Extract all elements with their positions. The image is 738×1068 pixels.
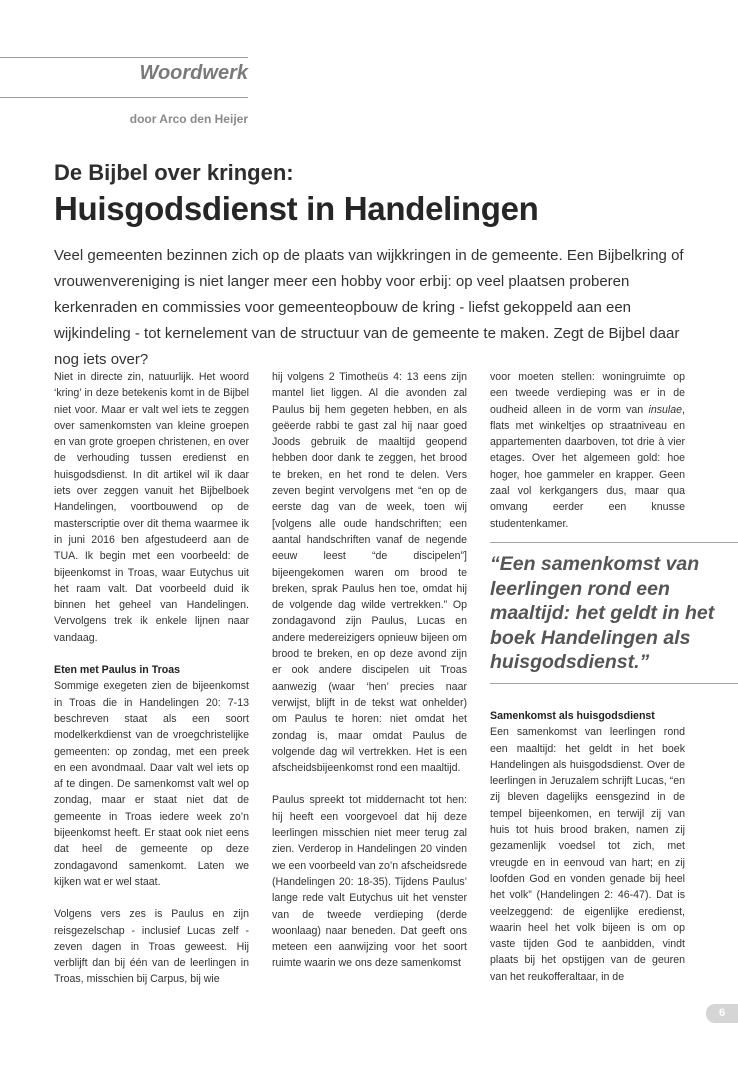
section-title: Woordwerk bbox=[139, 62, 248, 84]
header-top-rule bbox=[0, 57, 248, 58]
column-2 bbox=[272, 369, 467, 988]
column-3-bottom bbox=[490, 708, 685, 1001]
paragraph: Paulus spreekt tot middernacht tot hen: hij heeft een voorgevoel dat hij deze leerlingen misschien niet meer terug zal zien. Verderop in Handelingen 20 vinden we een voorbeeld van zo’n afscheidsrede (Handelingen 20: 18-35). Tijdens Paulus’ lange rede valt Eutychus uit het venster van de tweede verdieping (derde woonlaag) naar beneden. Dat geeft ons meteen een aanwijzing voor het soort ruimte waarin we ons deze samenkomst bbox=[272, 794, 467, 970]
paragraph: Een samenkomst van leerlingen rond een maaltijd: het geldt in het boek Handelingen als huisgodsdienst. Over de leerlingen in Jeruzalem schrijft Lucas, “en zij bleven dagelijks eensgezind in de tempel bijeenkomen, en terwijl zij van huis tot huis brood braken, namen zij gezamenlijk voedsel tot zich, met vreugde en in eenvoud van hart; en zij loofden God en vonden genade bij heel het volk” (Handelingen 2: 46-47). Dat is veelzeggend: de eigenlijke eredienst, waarin heel het volk bijeen is om op vaste tijden God te aanbidden, vindt plaats bij het opstijgen van de geuren van het reukofferaltaar, in de bbox=[490, 726, 685, 983]
pull-quote: “Een samenkomst van leerlingen rond een maaltijd: het geldt in het boek Handelingen als huisgodsdienst.” bbox=[490, 553, 715, 673]
column-1 bbox=[54, 369, 249, 1004]
header-bottom-rule bbox=[0, 97, 248, 98]
section-heading: Samenkomst als huisgodsdienst bbox=[490, 710, 655, 722]
paragraph: Sommige exegeten zien de bijeenkomst in Troas die in Handelingen 20: 7-13 beschreven staat als een soort modelkerkdienst van de vroegchristelijke gemeenten: op zondag, met een preek en een avondmaal. Daar valt wel iets op af te dingen. De samenkomst valt wel op zondag, maar er staat niet dat de gemeente in Troas iedere week zo’n bijeenkomst heeft. Er staat ook niet eens dat heel de gemeente op deze zondagavond samenkomt. Laten we kijken wat er wel staat. bbox=[54, 680, 249, 888]
column-3-top bbox=[490, 369, 685, 548]
paragraph: Niet in directe zin, natuurlijk. Het woord ‘kring’ in deze betekenis komt in de Bijbel niet voor. Maar er valt wel iets te zeggen over samenkomsten van kleine groepen en van grote groepen christenen, en over de verhouding tussen eredienst en huisgodsdienst. In dit artikel wil ik daar iets over zeggen vanuit het Bijbelboek Handelingen, voortbouwend op de masterscriptie over dit thema waarmee ik in juni 2016 ben afgestudeerd aan de TUA. Ik begin met een voorbeeld: de bijeenkomst in Troas, waar Eutychus uit het raam valt. Dat voorbeeld duid ik binnen het geheel van Handelingen. Vervolgens trek ik enkele lijnen naar vandaag. bbox=[54, 371, 249, 644]
paragraph: Volgens vers zes is Paulus en zijn reisgezelschap - inclusief Lucas zelf - zeven dagen in Troas geweest. Hij verblijft dan bij één van de leerlingen in Troas, misschien bij Carpus, bij wie bbox=[54, 908, 249, 986]
page-number: 6 bbox=[706, 1004, 738, 1023]
paragraph: hij volgens 2 Timotheüs 4: 13 eens zijn mantel liet liggen. Al die avonden zal Paulus bij hem gegeten hebben, en als geëerde rabbi te gast zal hij naar goed Joods gebruik de maaltijd geopend hebben door dank te zeggen, het brood te breken, en het rond te delen. Vers zeven begint vervolgens met “en op de eerste dag van de week, toen wij [volgens alle oude handschriften; een aantal handschriften vanaf de negende eeuw leest “de discipelen”] bijeengekomen waren om brood te breken, sprak Paulus hen toe, omdat hij de volgende dag wilde vertrekken.” Op zondagavond zijn Paulus, Lucas en andere medereizigers opnieuw bijeen om brood te breken, en op deze avond zijn er ook andere discipelen uit Troas aanwezig (waar ‘hen’ precies naar verwijst, blijft in de tekst wat onhelder) om Paulus te horen: niet omdat het zondag is, maar omdat Paulus de volgende dag wil vertrekken. Het is een afscheidsbijeenkomst rond een maaltijd. bbox=[272, 371, 467, 775]
paragraph: voor moeten stellen: woningruimte op een tweede verdieping was er in de oudheid alleen in de vorm van insulae, flats met winkeltjes op straatniveau en appartementen daarboven, tot drie à vier etages. Over het algemeen gold: hoe hoger, hoe gammeler en krapper. Geen zaal vol kerkgangers dus, maar qua omvang eerder een knusse studentenkamer. bbox=[490, 371, 685, 530]
article-subtitle: De Bijbel over kringen: bbox=[54, 160, 294, 185]
article-title: Huisgodsdienst in Handelingen bbox=[54, 190, 539, 227]
section-heading: Eten met Paulus in Troas bbox=[54, 664, 180, 677]
pullquote-top-rule bbox=[490, 542, 738, 543]
article-intro: Veel gemeenten bezinnen zich op de plaats van wijkkringen in de gemeente. Een Bijbelkring of vrouwenvereniging is niet langer meer een hobby voor erbij: op veel plaatsen proberen kerkenraden en commissies voor gemeenteopbouw de kring - liefst gekoppeld aan een wijkindeling - tot kernelement van de structuur van de gemeente te maken. Zegt de Bijbel daar nog iets over? bbox=[54, 247, 684, 368]
pullquote-bottom-rule bbox=[490, 683, 738, 684]
author-byline: door Arco den Heijer bbox=[129, 112, 248, 126]
